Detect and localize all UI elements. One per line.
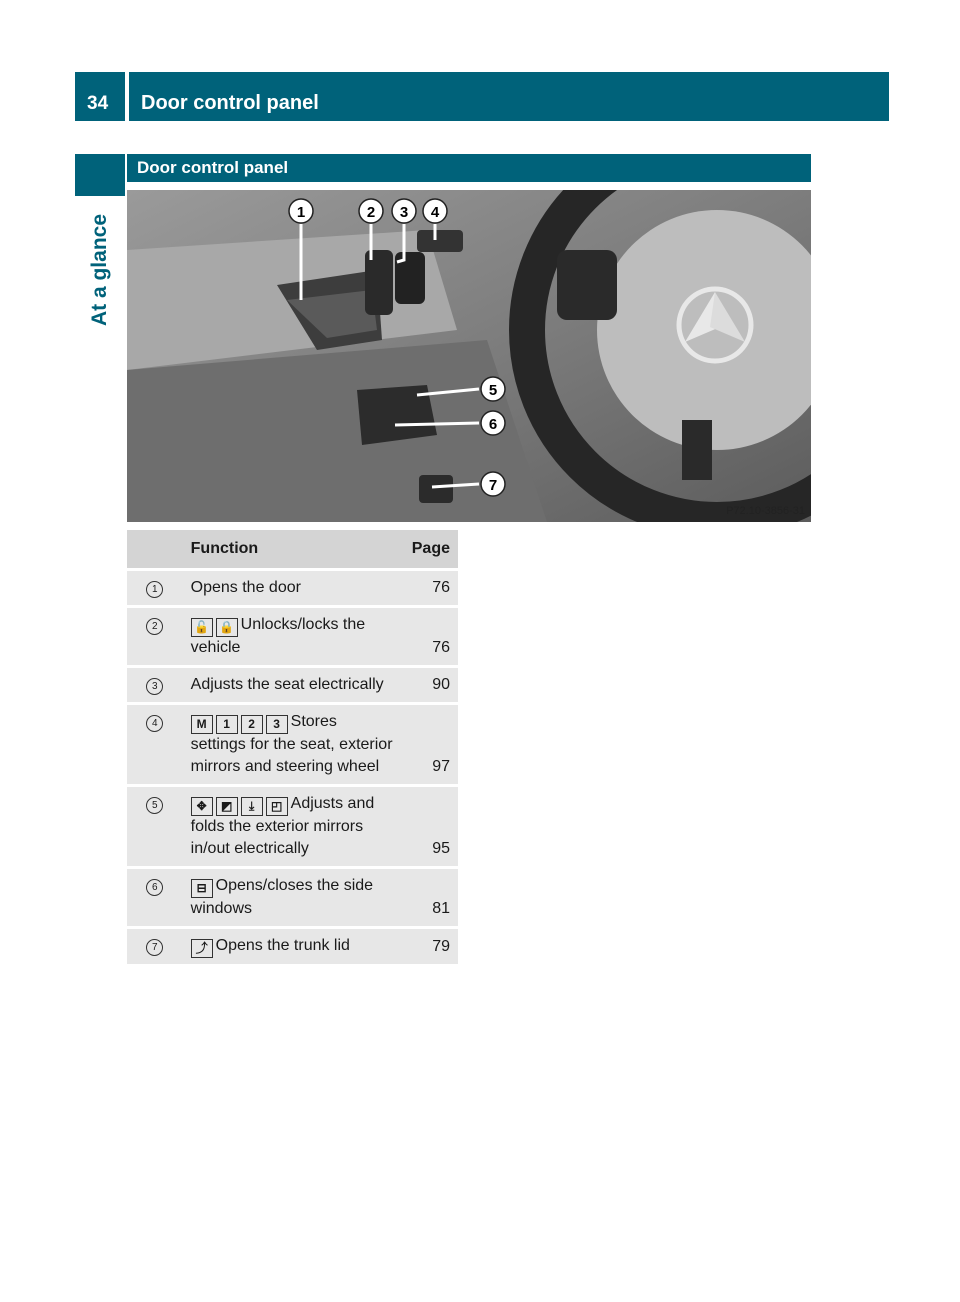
function-symbol-icon: 🔒 [216,618,238,637]
function-text: Opens/closes the side windows [190,877,374,917]
svg-text:3: 3 [399,204,409,221]
row-page: 81 [402,866,458,926]
function-symbol-icon: ✥ [191,797,213,816]
header-blank [127,530,183,568]
callout-2 [359,199,383,223]
row-number-circle: 3 [146,678,163,695]
door-panel-photo [127,190,811,522]
row-number [127,784,183,866]
row-page: 76 [402,605,458,665]
row-function [183,605,402,665]
side-tab-marker [75,154,125,196]
row-number-circle: 5 [146,797,163,814]
function-symbol-icon: 3 [266,715,288,734]
row-number [127,702,183,784]
table-header-row [127,530,458,568]
row-function [183,702,402,784]
table-row [127,568,458,605]
row-function [183,866,402,926]
function-symbol-icon: ◰ [266,797,288,816]
table-row [127,926,458,964]
header-title: Door control panel [129,72,889,121]
row-page: 90 [402,665,458,702]
function-symbol-icon: ⤓ [241,797,263,816]
function-text: Stores settings for the seat, exterior mirrors and steering wheel [190,713,393,775]
function-symbol-icon: M [191,715,213,734]
function-text: Unlocks/locks the vehicle [190,616,366,656]
row-page: 76 [402,568,458,605]
svg-text:1: 1 [296,204,306,221]
row-page: 95 [402,784,458,866]
function-table [127,530,458,964]
callout-4 [423,199,447,223]
page-number: 34 [75,72,125,121]
function-text: Opens the trunk lid [215,937,350,954]
row-page: 79 [402,926,458,964]
svg-text:6: 6 [488,416,498,433]
callout-6 [481,411,505,435]
svg-text:2: 2 [366,204,376,221]
row-page: 97 [402,702,458,784]
function-symbol-icon: 1 [216,715,238,734]
callout-7 [481,472,505,496]
function-symbol-icon: ◩ [216,797,238,816]
row-number [127,568,183,605]
table-row [127,784,458,866]
callout-3 [392,199,416,223]
row-number-circle: 4 [146,715,163,732]
row-number-circle: 1 [146,581,163,598]
row-number [127,926,183,964]
callout-1 [289,199,313,223]
row-number [127,866,183,926]
function-text: Opens the door [190,579,301,596]
side-tab [75,200,125,340]
svg-text:5: 5 [488,382,498,399]
row-number-circle: 6 [146,879,163,896]
svg-text:7: 7 [488,477,498,494]
function-symbol-icon: ⊟ [191,879,213,898]
function-text: Adjusts and folds the exterior mirrors in/out electrically [190,795,375,857]
function-symbol-icon: ⤴ [191,939,213,958]
callout-5 [481,377,505,401]
row-function [183,568,402,605]
svg-text:4: 4 [430,204,440,221]
function-text: Adjusts the seat electrically [190,676,384,693]
row-function [183,784,402,866]
function-symbol-icon: 🔓 [191,618,213,637]
function-symbol-icon: 2 [241,715,263,734]
figure-code: P72.10-3856-31 [726,505,805,517]
table-row [127,866,458,926]
row-number [127,605,183,665]
row-number [127,665,183,702]
table-row [127,702,458,784]
table-row [127,605,458,665]
table-row [127,665,458,702]
section-heading: Door control panel [127,154,811,182]
side-tab-label: At a glance [88,213,111,327]
header-function: Function [183,530,402,568]
row-function [183,926,402,964]
row-function [183,665,402,702]
row-number-circle: 2 [146,618,163,635]
header-page: Page [402,530,458,568]
row-number-circle: 7 [146,939,163,956]
